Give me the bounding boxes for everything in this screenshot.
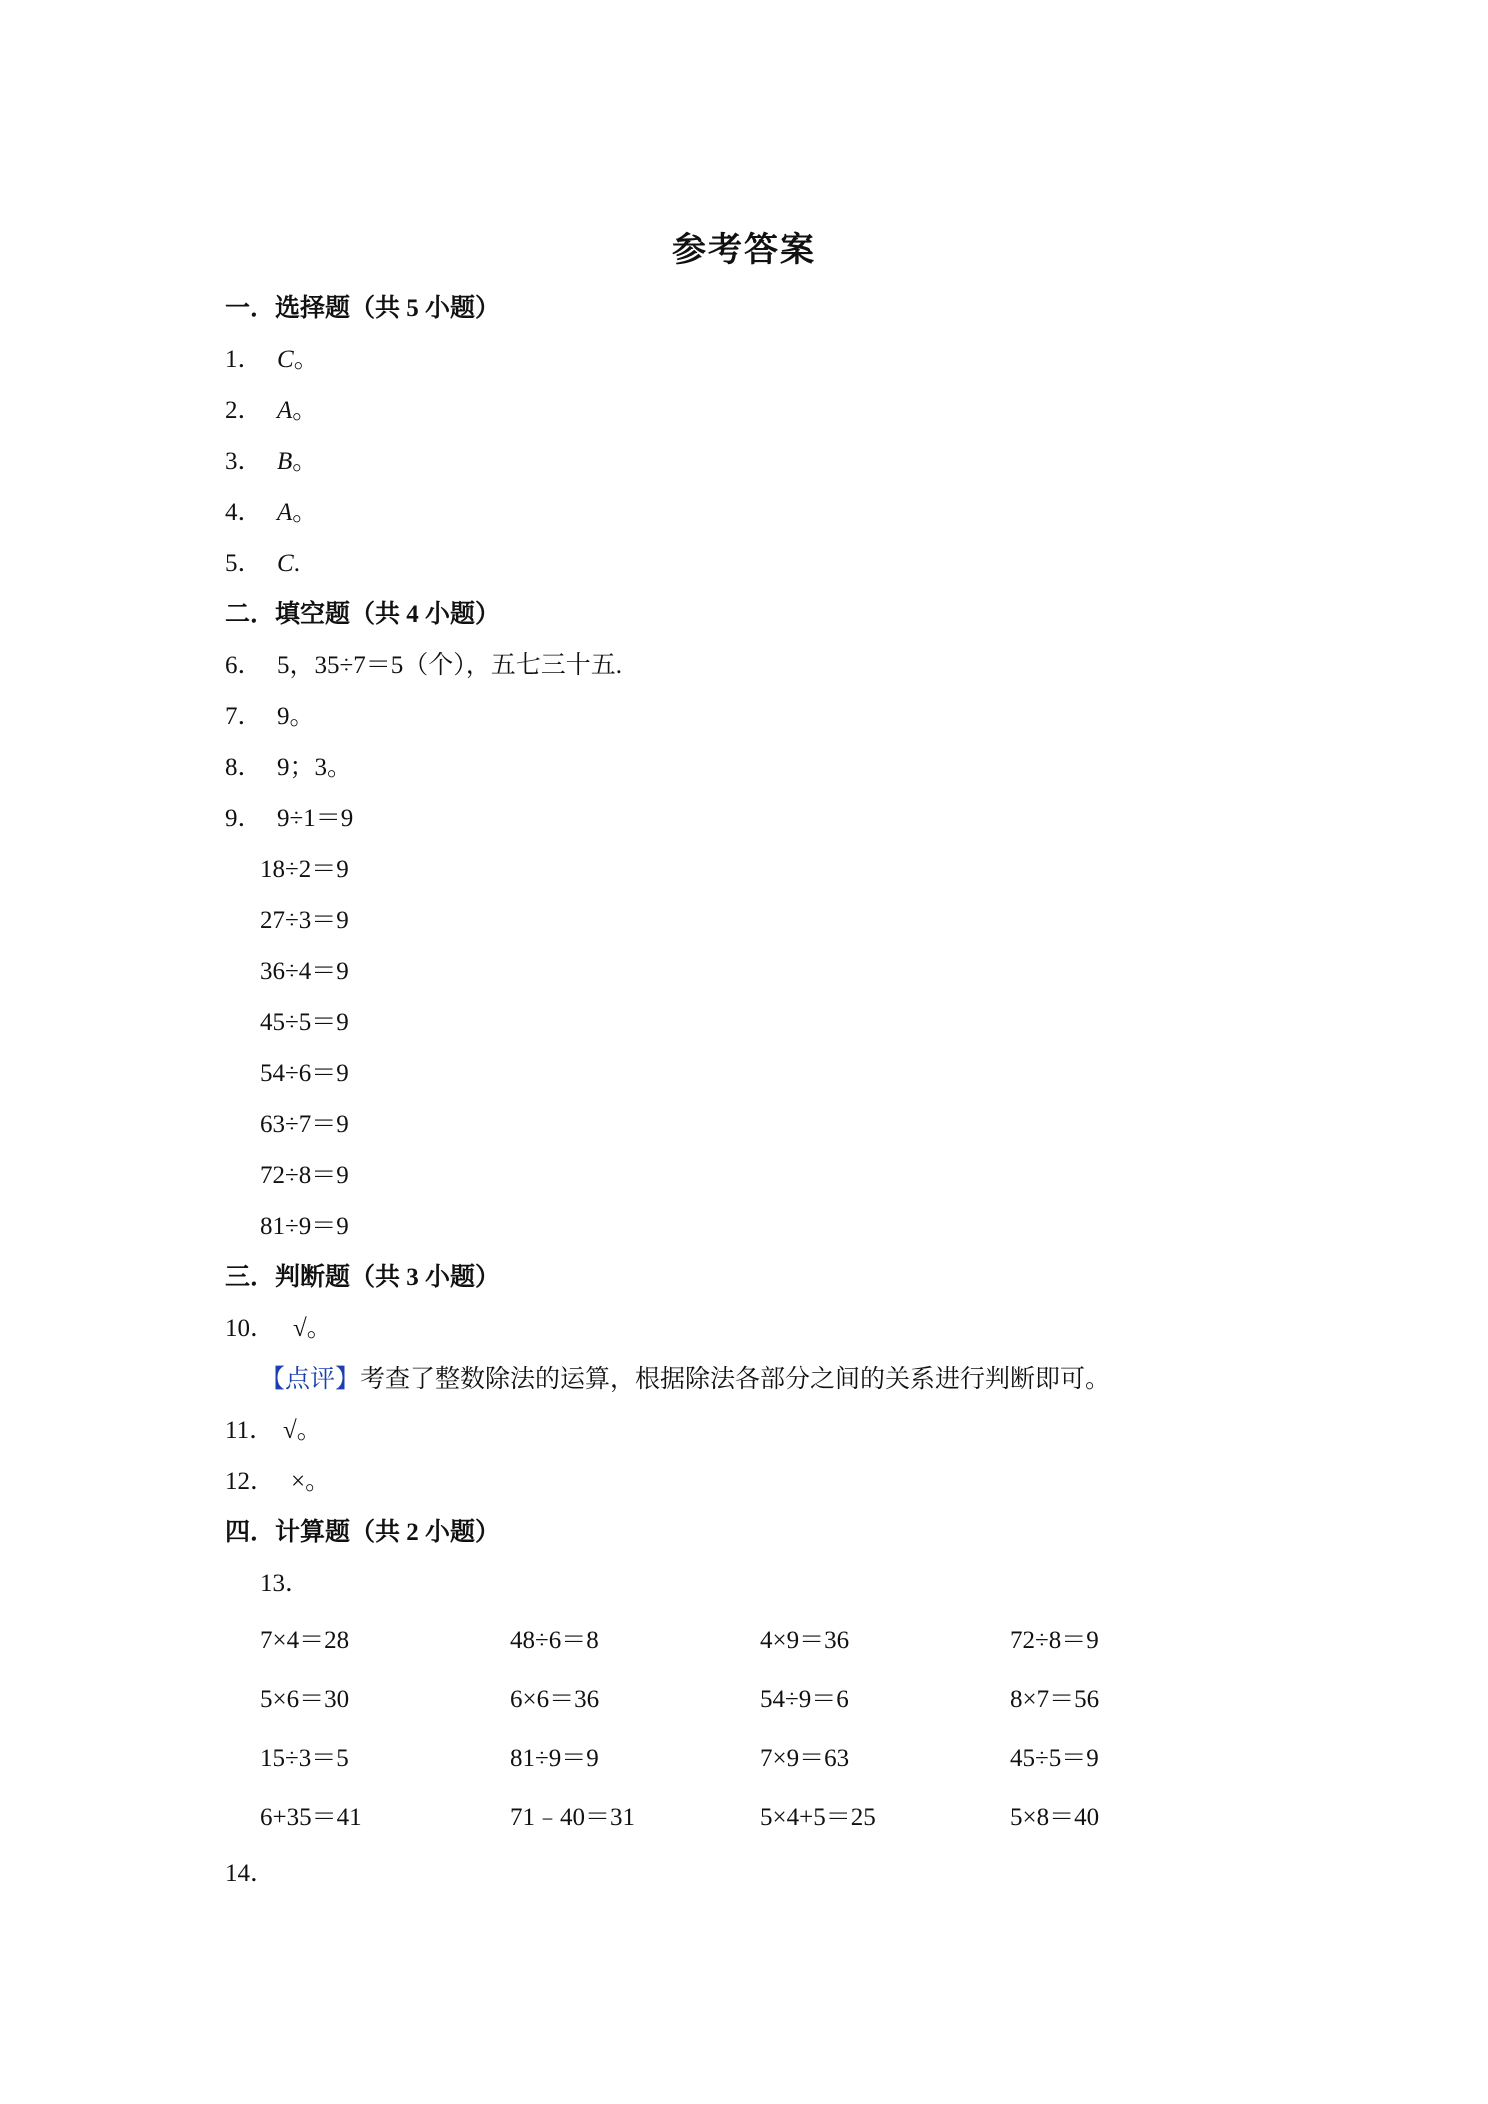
- item-number: 8．: [225, 754, 263, 781]
- equation-line: 36÷4＝9: [260, 958, 349, 985]
- answer-item-6: [225, 649, 622, 683]
- calc-cell: 15÷3＝5: [260, 1745, 349, 1772]
- calc-cell: 6+35＝41: [260, 1804, 362, 1831]
- section-heading-calc: 四．计算题（共 2 小题）: [225, 1519, 501, 1546]
- section-heading-fill: 二．填空题（共 4 小题）: [225, 601, 501, 628]
- item-answer: C: [277, 550, 294, 577]
- item-end: 。: [292, 448, 318, 475]
- item-number-14: 14．: [225, 1860, 276, 1887]
- item-end: 。: [292, 397, 318, 424]
- calc-cell: 81÷9＝9: [510, 1745, 599, 1772]
- answer-item-11: [225, 1414, 322, 1448]
- item-answer: √。: [283, 1417, 322, 1444]
- equation-line: 18÷2＝9: [260, 856, 349, 883]
- item-answer: √。: [293, 1315, 332, 1342]
- answer-item-2: [225, 394, 317, 428]
- calc-cell: 4×9＝36: [760, 1627, 850, 1654]
- equation-line: 27÷3＝9: [260, 907, 349, 934]
- calc-cell: 45÷5＝9: [1010, 1745, 1099, 1772]
- equation-line: 45÷5＝9: [260, 1009, 349, 1036]
- item-number-13: 13．: [260, 1570, 311, 1597]
- calc-cell: 5×8＝40: [1010, 1804, 1100, 1831]
- calc-cell: 71﹣40＝31: [510, 1804, 636, 1831]
- item-answer: B: [277, 448, 293, 475]
- calc-cell: 5×4+5＝25: [760, 1804, 876, 1831]
- item-number: 1．: [225, 346, 263, 373]
- item-answer: 9；3。: [277, 754, 353, 781]
- answer-item-9: [225, 802, 353, 836]
- section-heading-choice: 一．选择题（共 5 小题）: [225, 295, 501, 322]
- page-title: 参考答案: [672, 232, 816, 269]
- calc-cell: 5×6＝30: [260, 1686, 350, 1713]
- item-answer: C: [277, 346, 294, 373]
- item-end: 。: [292, 499, 318, 526]
- comment-tag: 【点评】: [260, 1366, 361, 1393]
- calc-cell: 48÷6＝8: [510, 1627, 599, 1654]
- calc-cell: 72÷8＝9: [1010, 1627, 1099, 1654]
- item-number: 9．: [225, 805, 263, 832]
- item-answer: 9。: [277, 703, 315, 730]
- section-heading-judge: 三．判断题（共 3 小题）: [225, 1264, 501, 1291]
- comment-text: 考查了整数除法的运算，根据除法各部分之间的关系进行判断即可。: [360, 1366, 1111, 1393]
- equation-line: 54÷6＝9: [260, 1060, 349, 1087]
- calc-cell: 7×9＝63: [760, 1745, 850, 1772]
- item-number: 10．: [225, 1315, 276, 1342]
- answer-item-10: [225, 1312, 332, 1346]
- item-answer: ×。: [291, 1468, 331, 1495]
- item-number: 12．: [225, 1468, 276, 1495]
- item-number: 11．: [225, 1417, 275, 1444]
- item-answer: 5，35÷7＝5（个），五七三十五.: [277, 652, 622, 679]
- answer-item-1: [225, 343, 319, 377]
- answer-item-8: [225, 751, 352, 785]
- answer-item-12: [225, 1465, 330, 1499]
- item-end: .: [293, 550, 300, 577]
- calc-cell: 54÷9＝6: [760, 1686, 849, 1713]
- answer-item-5: [225, 547, 300, 581]
- item-number: 3．: [225, 448, 263, 475]
- calc-cell: 7×4＝28: [260, 1627, 350, 1654]
- calc-cell: 6×6＝36: [510, 1686, 600, 1713]
- answer-item-4: [225, 496, 317, 530]
- item-answer: 9÷1＝9: [277, 805, 354, 832]
- item-number: 6．: [225, 652, 263, 679]
- calc-cell: 8×7＝56: [1010, 1686, 1100, 1713]
- answer-item-7: [225, 700, 315, 734]
- equation-line: 63÷7＝9: [260, 1111, 349, 1138]
- equation-line: 72÷8＝9: [260, 1162, 349, 1189]
- item-answer: A: [277, 499, 293, 526]
- item-number: 2．: [225, 397, 263, 424]
- answer-item-3: [225, 445, 317, 479]
- item-end: 。: [293, 346, 319, 373]
- item-answer: A: [277, 397, 293, 424]
- item-number: 7．: [225, 703, 263, 730]
- equation-line: 81÷9＝9: [260, 1213, 349, 1240]
- item-number: 4．: [225, 499, 263, 526]
- item-number: 5．: [225, 550, 263, 577]
- comment-line: [260, 1363, 1110, 1397]
